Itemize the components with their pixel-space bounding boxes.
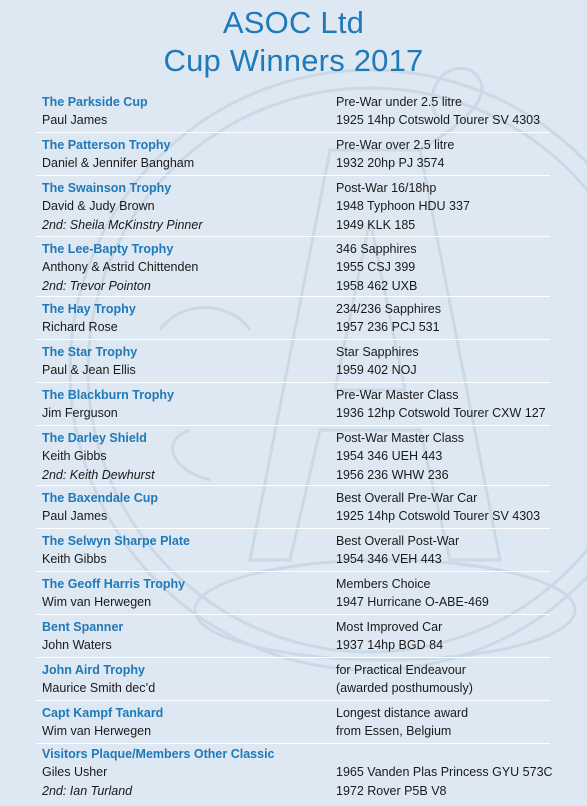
- winning-car: 1947 Hurricane O-ABE-469: [336, 595, 489, 609]
- cup-name: Visitors Plaque/Members Other Classic: [42, 747, 275, 761]
- award-category: Pre-War Master Class: [336, 388, 459, 402]
- winner-name: Keith Gibbs: [42, 449, 107, 463]
- award-category: Members Choice: [336, 577, 431, 591]
- winning-car: 1955 CSJ 399: [336, 260, 416, 274]
- winner-name: Richard Rose: [42, 320, 118, 334]
- winner-name: Jim Ferguson: [42, 406, 118, 420]
- award-category: Best Overall Post-War: [336, 534, 460, 548]
- runner-up-name: 2nd: Ian Turland: [42, 784, 133, 798]
- award-category: 234/236 Sapphires: [336, 302, 441, 316]
- cup-name: The Patterson Trophy: [42, 138, 171, 152]
- winning-car: 1932 20hp PJ 3574: [336, 156, 445, 170]
- winning-car: 1948 Typhoon HDU 337: [336, 199, 470, 213]
- runner-up-name: 2nd: Sheila McKinstry Pinner: [42, 218, 203, 232]
- winner-name: Daniel & Jennifer Bangham: [42, 156, 195, 170]
- cup-name: Capt Kampf Tankard: [42, 706, 164, 720]
- winner-name: Paul & Jean Ellis: [42, 363, 136, 377]
- cup-name: The Hay Trophy: [42, 302, 136, 316]
- award-category: Best Overall Pre-War Car: [336, 491, 478, 505]
- award-category: Pre-War under 2.5 litre: [336, 95, 462, 109]
- award-category: Post-War 16/18hp: [336, 181, 437, 195]
- divider: [36, 700, 550, 701]
- cup-name: The Selwyn Sharpe Plate: [42, 534, 190, 548]
- cup-name: The Star Trophy: [42, 345, 138, 359]
- winner-name: Wim van Herwegen: [42, 724, 152, 738]
- cup-name: John Aird Trophy: [42, 663, 146, 677]
- award-category: Pre-War over 2.5 litre: [336, 138, 455, 152]
- divider: [36, 296, 550, 297]
- cup-name: The Lee-Bapty Trophy: [42, 242, 174, 256]
- runner-up-car: 1958 462 UXB: [336, 279, 418, 293]
- winning-car: (awarded posthumously): [336, 681, 473, 695]
- winning-car: 1925 14hp Cotswold Tourer SV 4303: [336, 509, 541, 523]
- winner-name: Anthony & Astrid Chittenden: [42, 260, 199, 274]
- org-title: ASOC Ltd: [222, 5, 365, 40]
- divider: [36, 236, 550, 237]
- runner-up-car: 1972 Rover P5B V8: [336, 784, 447, 798]
- divider: [36, 382, 550, 383]
- winner-name: Keith Gibbs: [42, 552, 107, 566]
- winning-car: 1925 14hp Cotswold Tourer SV 4303: [336, 113, 541, 127]
- winner-name: David & Judy Brown: [42, 199, 155, 213]
- cup-name: The Baxendale Cup: [42, 491, 158, 505]
- winner-name: John Waters: [42, 638, 112, 652]
- award-category: Star Sapphires: [336, 345, 419, 359]
- award-category: Post-War Master Class: [336, 431, 465, 445]
- divider: [36, 175, 550, 176]
- winner-name: Wim van Herwegen: [42, 595, 152, 609]
- cup-name: The Darley Shield: [42, 431, 147, 445]
- page-title: Cup Winners 2017: [163, 43, 424, 78]
- divider: [36, 571, 550, 572]
- winner-name: Paul James: [42, 113, 108, 127]
- award-category: Most Improved Car: [336, 620, 443, 634]
- runner-up-name: 2nd: Trevor Pointon: [42, 279, 151, 293]
- cup-name: The Swainson Trophy: [42, 181, 172, 195]
- winning-car: 1957 236 PCJ 531: [336, 320, 440, 334]
- winning-car: 1965 Vanden Plas Princess GYU 573C: [336, 765, 553, 779]
- cup-name: The Parkside Cup: [42, 95, 148, 109]
- runner-up-car: 1956 236 WHW 236: [336, 468, 449, 482]
- divider: [36, 528, 550, 529]
- divider: [36, 614, 550, 615]
- divider: [36, 743, 550, 744]
- winner-name: Maurice Smith dec’d: [42, 681, 156, 695]
- divider: [36, 485, 550, 486]
- award-category: Longest distance award: [336, 706, 469, 720]
- cup-name: Bent Spanner: [42, 620, 124, 634]
- winning-car: 1954 346 UEH 443: [336, 449, 443, 463]
- winning-car: 1937 14hp BGD 84: [336, 638, 444, 652]
- runner-up-car: 1949 KLK 185: [336, 218, 416, 232]
- winner-name: Paul James: [42, 509, 108, 523]
- award-category: for Practical Endeavour: [336, 663, 466, 677]
- winning-car: from Essen, Belgium: [336, 724, 452, 738]
- winner-name: Giles Usher: [42, 765, 108, 779]
- runner-up-name: 2nd: Keith Dewhurst: [42, 468, 155, 482]
- divider: [36, 657, 550, 658]
- award-category: 346 Sapphires: [336, 242, 417, 256]
- divider: [36, 425, 550, 426]
- divider: [36, 339, 550, 340]
- winning-car: 1936 12hp Cotswold Tourer CXW 127: [336, 406, 546, 420]
- winning-car: 1954 346 VEH 443: [336, 552, 442, 566]
- cup-name: The Blackburn Trophy: [42, 388, 174, 402]
- divider: [36, 132, 550, 133]
- winning-car: 1959 402 NOJ: [336, 363, 417, 377]
- cup-name: The Geoff Harris Trophy: [42, 577, 186, 591]
